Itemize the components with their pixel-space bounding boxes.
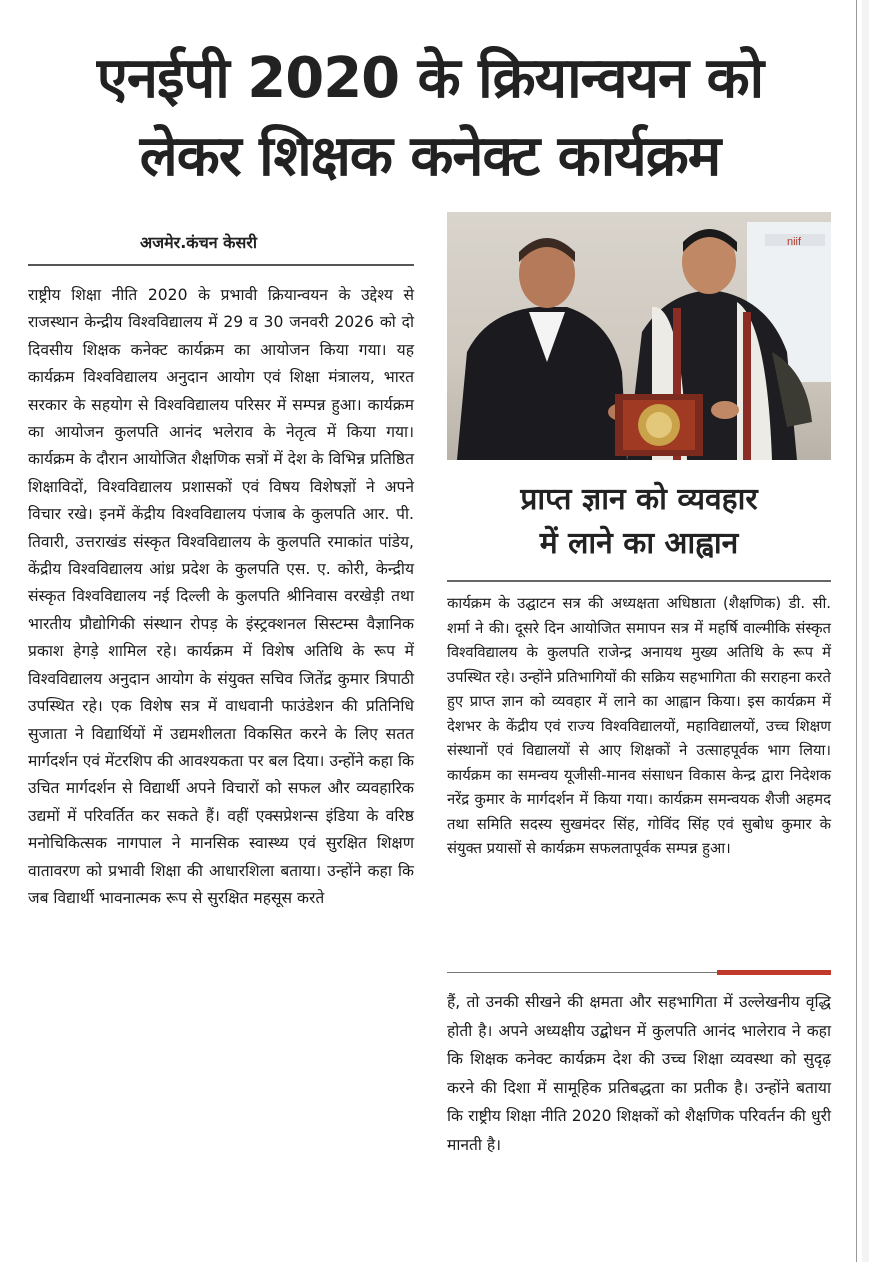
headline [20, 40, 840, 196]
subheadline-line-2: में लाने का आह्वान [539, 526, 739, 561]
headline-line-2: लेकर शिक्षक कनेक्ट कार्यक्रम [139, 124, 721, 189]
article-body-left-column: राष्ट्रीय शिक्षा नीति 2020 के प्रभावी क्रियान्वयन के उद्देश्य से राजस्थान केन्द्रीय विश्वविद्यालय में 29 व 30 जनवरी 2026 को दो दिवसीय शिक्षक कनेक्ट कार्यक्रम का आयोजन किया गया। यह कार्यक्रम विश्वविद्यालय अनुदान आयोग एवं शिक्षा मंत्रालय, भारत सरकार के सहयोग से विश्वविद्यालय परिसर में सम्पन्न हुआ। कार्यक्रम का आयोजन कुलपति आनंद भलेराव के नेतृत्व में किया गया। कार्यक्रम के दौरान आयोजित शैक्षणिक सत्रों में देश के विभिन्न प्रतिष्ठित शिक्षाविदों, विश्वविद्यालय प्रशासकों एवं विषय विशेषज्ञों ने अपने विचार रखे। इनमें केंद्रीय विश्वविद्यालय पंजाब के कुलपति आर. पी. तिवारी, उत्तराखंड संस्कृत विश्वविद्यालय के कुलपति रमाकांत पांडेय, केंद्रीय विश्वविद्यालय आंध्र प्रदेश के कुलपति एस. ए. कोरी, केन्द्रीय संस्कृत विश्वविद्यालय नई दिल्ली के कुलपति श्रीनिवास वरखेड़ी तथा भारतीय प्रौद्योगिकी संस्थान रोपड़ के इंस्ट्रक्शनल सिस्टम्स वैज्ञानिक प्रकाश हेगड़े शामिल रहे। कार्यक्रम में विशेष अतिथि के रूप में विश्वविद्यालय अनुदान आयोग के संयुक्त सचिव जितेंद्र कुमार त्रिपाठी उपस्थित रहे। एक विशेष सत्र में वाधवानी फाउंडेशन की प्रतिनिधि सुजाता ने विद्यार्थियों में उद्यमशीलता विकसित करने के लिए सतत मार्गदर्शन एवं मेंटरशिप की आवश्यकता पर बल दिया। उन्होंने कहा कि उचित मार्गदर्शन से विद्यार्थी अपने विचारों को सफल और व्यवहारिक उद्यमों में परिवर्तित कर सकते हैं। वहीं एक्सप्रेशन्स इंडिया के वरिष्ठ मनोचिकित्सक नागपाल ने मानसिक स्वास्थ्य एवं सुरक्षित शिक्षण वातावरण को प्रभावी शिक्षा की आधारशिला बताया। उन्होंने कहा कि जब विद्यार्थी भावनात्मक रूप से सुरक्षित महसूस करते [28, 286, 415, 907]
subheadline [447, 478, 831, 566]
banner-text: niif [787, 236, 802, 248]
photo-two-men-exchanging-memento-icon [447, 212, 831, 460]
article-body-right-continued: हैं, तो उनकी सीखने की क्षमता और सहभागिता में उल्लेखनीय वृद्धि होती है। अपने अध्यक्षीय उद्बोधन में कुलपति आनंद भालेराव ने कहा कि शिक्षक कनेक्ट कार्यक्रम देश की उच्च शिक्षा व्यवस्था को सुदृढ़ करने की दिशा में सामूहिक प्रतिबद्धता का प्रतीक है। उन्होंने बताया कि राष्ट्रीय शिक्षा नीति 2020 शिक्षकों को शैक्षणिक परिवर्तन की धुरी मानती है। [447, 993, 831, 1154]
top-strip-cropped-text [0, 0, 869, 8]
right-column-rule [856, 0, 857, 1262]
article-photo [447, 212, 831, 460]
article-body-right-column: कार्यक्रम के उद्घाटन सत्र की अध्यक्षता अधिष्ठाता (शैक्षणिक) डी. सी. शर्मा ने की। दूसरे दिन आयोजित समापन सत्र में महर्षि वाल्मीकि संस्कृत विश्वविद्यालय के कुलपति राजेन्द्र अनायथ मुख्य अतिथि के रूप में उपस्थित रहे। उन्होंने प्रतिभागियों की सक्रिय सहभागिता की सराहना करते हुए प्राप्त ज्ञान को व्यवहार में लाने का आह्वान किया। इस कार्यक्रम में देशभर के केंद्रीय एवं राज्य विश्वविद्यालयों, महाविद्यालयों, उच्च शिक्षण संस्थानों एवं विद्यालयों से आए शिक्षकों ने उत्साहपूर्वक भाग लिया। कार्यक्रम का समन्वय यूजीसी-मानव संसाधन विकास केन्द्र द्वारा निदेशक नरेंद्र कुमार के मार्गदर्शन में किया गया। कार्यक्रम समन्वयक शैजी अहमद तथा समिति सदस्य सुखमंदर सिंह, गोविंद सिंह एवं सुबोध कुमार के संयुक्त प्रयासों से कार्यक्रम सफलतापूर्वक सम्पन्न हुआ। [447, 595, 831, 857]
right-page-edge [862, 0, 869, 1262]
section-divider-accent [717, 970, 831, 975]
byline-rule [28, 264, 414, 266]
subheadline-line-1: प्राप्त ज्ञान को व्यवहार [520, 482, 758, 517]
subheadline-rule [447, 580, 831, 582]
section-divider [447, 972, 717, 973]
byline: अजमेर.कंचन केसरी [140, 233, 257, 252]
headline-line-1: एनईपी 2020 के क्रियान्वयन को [96, 46, 764, 111]
